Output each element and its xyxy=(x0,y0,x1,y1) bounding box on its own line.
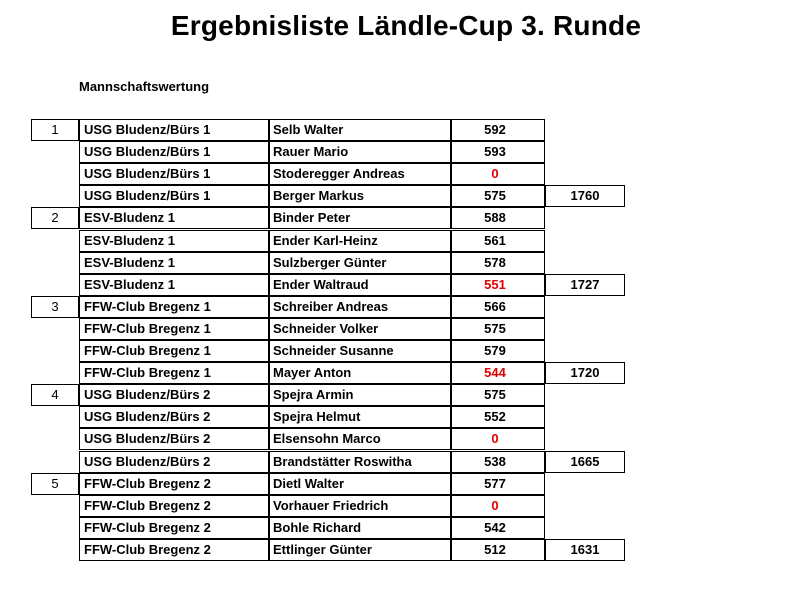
score-cell: 561 xyxy=(451,230,545,252)
team-cell: ESV-Bludenz 1 xyxy=(79,207,269,229)
score-cell: 0 xyxy=(451,428,545,450)
table-row xyxy=(31,252,631,274)
shooter-name-cell: Binder Peter xyxy=(269,207,451,229)
team-total-cell: 1727 xyxy=(545,274,625,296)
team-cell: FFW-Club Bregenz 1 xyxy=(79,340,269,362)
table-row xyxy=(31,141,631,163)
table-row xyxy=(31,185,631,207)
shooter-name-cell: Schneider Susanne xyxy=(269,340,451,362)
team-total-cell: 1631 xyxy=(545,539,625,561)
page-title: Ergebnisliste Ländle-Cup 3. Runde xyxy=(170,10,642,41)
score-cell: 577 xyxy=(451,473,545,495)
score-cell: 542 xyxy=(451,517,545,539)
table-row xyxy=(31,318,631,340)
shooter-name-cell: Mayer Anton xyxy=(269,362,451,384)
table-row xyxy=(31,451,631,473)
score-cell: 575 xyxy=(451,384,545,406)
team-cell: FFW-Club Bregenz 2 xyxy=(79,495,269,517)
score-cell: 551 xyxy=(451,274,545,296)
shooter-name-cell: Spejra Armin xyxy=(269,384,451,406)
team-cell: USG Bludenz/Bürs 1 xyxy=(79,163,269,185)
team-cell: FFW-Club Bregenz 2 xyxy=(79,473,269,495)
rank-cell: 3 xyxy=(31,296,79,318)
team-cell: ESV-Bludenz 1 xyxy=(79,252,269,274)
team-cell: FFW-Club Bregenz 2 xyxy=(79,517,269,539)
score-cell: 544 xyxy=(451,362,545,384)
table-row xyxy=(31,340,631,362)
shooter-name-cell: Rauer Mario xyxy=(269,141,451,163)
shooter-name-cell: Ender Waltraud xyxy=(269,274,451,296)
score-cell: 566 xyxy=(451,296,545,318)
shooter-name-cell: Bohle Richard xyxy=(269,517,451,539)
score-cell: 588 xyxy=(451,207,545,229)
team-cell: ESV-Bludenz 1 xyxy=(79,230,269,252)
shooter-name-cell: Vorhauer Friedrich xyxy=(269,495,451,517)
table-row xyxy=(31,119,631,141)
table-row xyxy=(31,517,631,539)
team-cell: USG Bludenz/Bürs 1 xyxy=(79,141,269,163)
shooter-name-cell: Ettlinger Günter xyxy=(269,539,451,561)
rank-cell: 4 xyxy=(31,384,79,406)
shooter-name-cell: Berger Markus xyxy=(269,185,451,207)
team-cell: USG Bludenz/Bürs 2 xyxy=(79,406,269,428)
table-row xyxy=(31,495,631,517)
team-cell: FFW-Club Bregenz 1 xyxy=(79,362,269,384)
shooter-name-cell: Spejra Helmut xyxy=(269,406,451,428)
shooter-name-cell: Stoderegger Andreas xyxy=(269,163,451,185)
score-cell: 0 xyxy=(451,495,545,517)
rank-cell: 1 xyxy=(31,119,79,141)
score-cell: 592 xyxy=(451,119,545,141)
team-total-cell: 1665 xyxy=(545,451,625,473)
team-total-cell: 1720 xyxy=(545,362,625,384)
team-cell: FFW-Club Bregenz 1 xyxy=(79,318,269,340)
table-row xyxy=(31,539,631,561)
team-total-cell: 1760 xyxy=(545,185,625,207)
rank-cell: 2 xyxy=(31,207,79,229)
team-cell: USG Bludenz/Bürs 2 xyxy=(79,384,269,406)
table-row xyxy=(31,296,631,318)
team-cell: USG Bludenz/Bürs 1 xyxy=(79,119,269,141)
score-cell: 575 xyxy=(451,318,545,340)
score-cell: 552 xyxy=(451,406,545,428)
shooter-name-cell: Dietl Walter xyxy=(269,473,451,495)
team-cell: FFW-Club Bregenz 1 xyxy=(79,296,269,318)
shooter-name-cell: Brandstätter Roswitha xyxy=(269,451,451,473)
table-row xyxy=(31,163,631,185)
table-row xyxy=(31,274,631,296)
shooter-name-cell: Selb Walter xyxy=(269,119,451,141)
table-row xyxy=(31,428,631,450)
table-row xyxy=(31,384,631,406)
table-row xyxy=(31,406,631,428)
table-row xyxy=(31,473,631,495)
shooter-name-cell: Schreiber Andreas xyxy=(269,296,451,318)
team-cell: ESV-Bludenz 1 xyxy=(79,274,269,296)
score-cell: 0 xyxy=(451,163,545,185)
table-row xyxy=(31,230,631,252)
team-cell: USG Bludenz/Bürs 2 xyxy=(79,428,269,450)
team-cell: FFW-Club Bregenz 2 xyxy=(79,539,269,561)
rank-cell: 5 xyxy=(31,473,79,495)
score-cell: 575 xyxy=(451,185,545,207)
score-cell: 538 xyxy=(451,451,545,473)
shooter-name-cell: Sulzberger Günter xyxy=(269,252,451,274)
table-row xyxy=(31,362,631,384)
score-cell: 578 xyxy=(451,252,545,274)
score-cell: 579 xyxy=(451,340,545,362)
team-cell: USG Bludenz/Bürs 2 xyxy=(79,451,269,473)
shooter-name-cell: Elsensohn Marco xyxy=(269,428,451,450)
score-cell: 593 xyxy=(451,141,545,163)
score-cell: 512 xyxy=(451,539,545,561)
section-subtitle: Mannschaftswertung xyxy=(79,79,210,94)
team-cell: USG Bludenz/Bürs 1 xyxy=(79,185,269,207)
shooter-name-cell: Ender Karl-Heinz xyxy=(269,230,451,252)
table-row xyxy=(31,207,631,229)
shooter-name-cell: Schneider Volker xyxy=(269,318,451,340)
